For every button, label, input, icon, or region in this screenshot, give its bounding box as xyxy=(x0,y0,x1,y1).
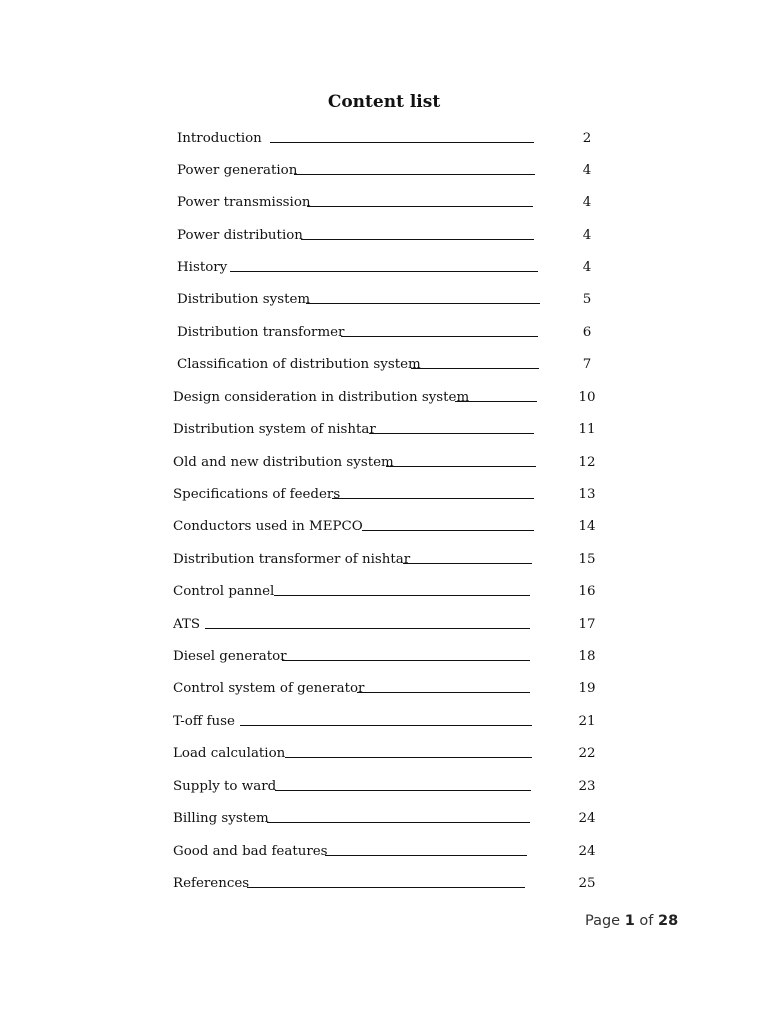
toc-leader-line xyxy=(307,206,533,207)
footer-page-word: Page xyxy=(585,913,621,929)
toc-entry xyxy=(0,614,768,636)
toc-entry xyxy=(0,581,768,603)
toc-entry-page-number: 12 xyxy=(578,455,596,470)
toc-entry-label: Load calculation xyxy=(173,746,286,761)
toc-entry xyxy=(0,160,768,182)
toc-entry-page-number: 4 xyxy=(582,163,592,178)
toc-entry-page-number: 25 xyxy=(578,876,596,891)
toc-entry-page-number: 4 xyxy=(582,228,592,243)
toc-leader-line xyxy=(230,271,538,272)
toc-leader-line xyxy=(332,498,534,499)
toc-entry xyxy=(0,289,768,311)
toc-leader-line xyxy=(247,887,525,888)
toc-entry xyxy=(0,711,768,733)
toc-entry-page-number: 24 xyxy=(578,844,596,859)
toc-leader-line xyxy=(306,303,540,304)
toc-entry-label: Good and bad features xyxy=(173,844,328,859)
toc-entry xyxy=(0,516,768,538)
toc-entry-page-number: 15 xyxy=(578,552,596,567)
toc-entry-page-number: 18 xyxy=(578,649,596,664)
toc-entry-page-number: 7 xyxy=(582,357,592,372)
toc-leader-line xyxy=(274,595,530,596)
toc-entry-label: ATS xyxy=(173,617,201,632)
toc-entry-label: Introduction xyxy=(177,131,262,146)
toc-leader-line xyxy=(301,239,534,240)
toc-entry-label: Power transmission xyxy=(177,195,311,210)
toc-entry xyxy=(0,419,768,441)
toc-entry-label: Control pannel xyxy=(173,584,275,599)
toc-leader-line xyxy=(411,368,539,369)
toc-entry-page-number: 4 xyxy=(582,260,592,275)
toc-entry xyxy=(0,322,768,344)
toc-entry xyxy=(0,743,768,765)
toc-entry-label: Design consideration in distribution system xyxy=(173,390,470,405)
toc-entry xyxy=(0,841,768,863)
toc-entry xyxy=(0,257,768,279)
toc-leader-line xyxy=(386,466,536,467)
toc-entry xyxy=(0,387,768,409)
toc-entry xyxy=(0,549,768,571)
toc-entry-label: Control system of generator xyxy=(173,681,365,696)
toc-entry xyxy=(0,225,768,247)
toc-leader-line xyxy=(282,660,530,661)
toc-entry-label: Distribution transformer xyxy=(177,325,345,340)
toc-entry-page-number: 13 xyxy=(578,487,596,502)
toc-entry-label: Conductors used in MEPCO xyxy=(173,519,363,534)
toc-entry-page-number: 14 xyxy=(578,519,596,534)
toc-entry xyxy=(0,873,768,895)
toc-entry-label: T-off fuse xyxy=(173,714,235,729)
toc-entry-label: References xyxy=(173,876,250,891)
toc-leader-line xyxy=(267,822,530,823)
toc-leader-line xyxy=(369,433,534,434)
toc-leader-line xyxy=(285,757,532,758)
toc-entry-page-number: 16 xyxy=(578,584,596,599)
toc-entry xyxy=(0,678,768,700)
toc-entry-page-number: 21 xyxy=(578,714,596,729)
footer-current-page: 1 xyxy=(624,913,635,929)
toc-entry-page-number: 23 xyxy=(578,779,596,794)
toc-entry-label: Power distribution xyxy=(177,228,303,243)
toc-entry-page-number: 19 xyxy=(578,681,596,696)
footer-total-pages: 28 xyxy=(658,913,679,929)
toc-entry xyxy=(0,128,768,150)
toc-entry-label: Power generation xyxy=(177,163,298,178)
toc-entry-page-number: 10 xyxy=(578,390,596,405)
page-number-footer xyxy=(585,913,678,929)
footer-of-word: of xyxy=(639,913,654,929)
toc-entry-label: Specifications of feeders xyxy=(173,487,341,502)
toc-entry xyxy=(0,646,768,668)
toc-entry-page-number: 5 xyxy=(582,292,592,307)
toc-leader-line xyxy=(270,142,534,143)
toc-leader-line xyxy=(240,725,532,726)
toc-entry-page-number: 4 xyxy=(582,195,592,210)
toc-leader-line xyxy=(275,790,531,791)
toc-entry xyxy=(0,776,768,798)
toc-leader-line xyxy=(205,628,530,629)
toc-leader-line xyxy=(362,530,534,531)
toc-entry-label: History xyxy=(177,260,228,275)
toc-entry-label: Old and new distribution system xyxy=(173,455,394,470)
toc-entry-label: Classification of distribution system xyxy=(177,357,421,372)
toc-entry-page-number: 17 xyxy=(578,617,596,632)
toc-entry xyxy=(0,192,768,214)
toc-leader-line xyxy=(455,401,537,402)
toc-entry-label: Distribution transformer of nishtar xyxy=(173,552,411,567)
toc-entry-page-number: 6 xyxy=(582,325,592,340)
toc-entry-label: Distribution system xyxy=(177,292,311,307)
toc-leader-line xyxy=(403,563,532,564)
page-title: Content list xyxy=(327,92,441,112)
toc-leader-line xyxy=(325,855,527,856)
toc-entry-page-number: 11 xyxy=(578,422,596,437)
toc-entry-page-number: 24 xyxy=(578,811,596,826)
toc-entry xyxy=(0,808,768,830)
toc-leader-line xyxy=(341,336,538,337)
toc-entry-label: Supply to ward xyxy=(173,779,277,794)
toc-leader-line xyxy=(294,174,535,175)
toc-entry-page-number: 22 xyxy=(578,746,596,761)
toc-entry-label: Diesel generator xyxy=(173,649,287,664)
toc-entry xyxy=(0,452,768,474)
toc-entry-label: Billing system xyxy=(173,811,269,826)
toc-entry-label: Distribution system of nishtar xyxy=(173,422,376,437)
toc-leader-line xyxy=(357,692,530,693)
toc-entry xyxy=(0,484,768,506)
toc-entry-page-number: 2 xyxy=(582,131,592,146)
toc-entry xyxy=(0,354,768,376)
